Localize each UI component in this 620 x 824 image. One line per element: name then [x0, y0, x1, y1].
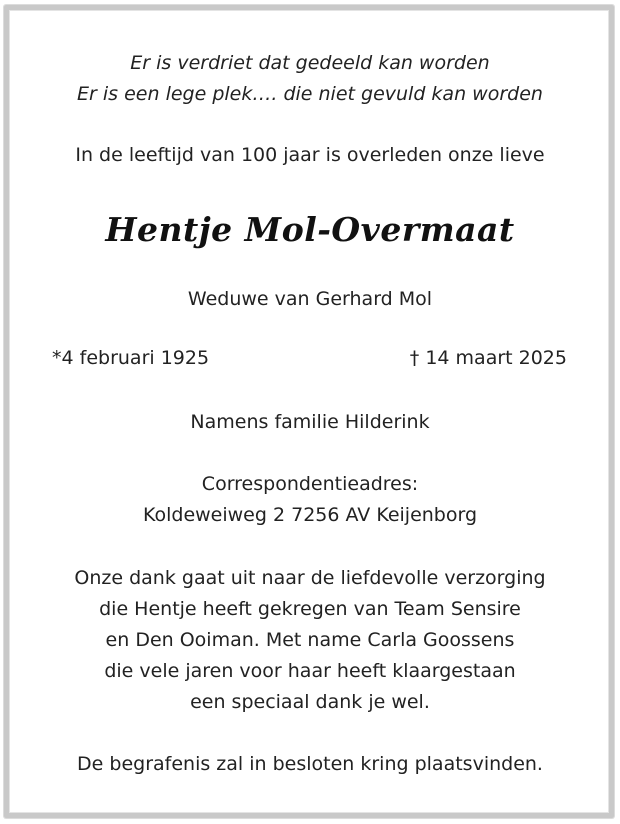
intro-text: In de leeftijd van 100 jaar is overleden onze lieve	[75, 144, 545, 166]
funeral-notice: De begrafenis zal in besloten kring plaatsvinden.	[77, 753, 543, 775]
correspondence-label: Correspondentieadres:	[201, 473, 419, 495]
deceased-name: Hentje Mol-Overmaat	[105, 210, 515, 249]
thanks-line-4: die vele jaren voor haar heeft klaargestaan	[104, 660, 516, 682]
thanks-line-3: en Den Ooiman. Met name Carla Goossens	[105, 629, 515, 651]
poem-line-1: Er is verdriet dat gedeeld kan worden	[130, 52, 490, 74]
correspondence-address: Koldeweiweg 2 7256 AV Keijenborg	[142, 504, 478, 526]
thanks-line-1: Onze dank gaat uit naar de liefdevolle verzorging	[74, 567, 546, 589]
widow-of: Weduwe van Gerhard Mol	[187, 288, 433, 310]
on-behalf-of: Namens familie Hilderink	[190, 411, 430, 433]
thanks-line-5: een speciaal dank je wel.	[190, 691, 430, 713]
thanks-line-2: die Hentje heeft gekregen van Team Sensire	[99, 598, 521, 620]
poem-line-2: Er is een lege plek…. die niet gevuld kan worden	[77, 83, 543, 105]
death-date: † 14 maart 2025	[409, 347, 567, 369]
birth-date: *4 februari 1925	[52, 347, 210, 369]
